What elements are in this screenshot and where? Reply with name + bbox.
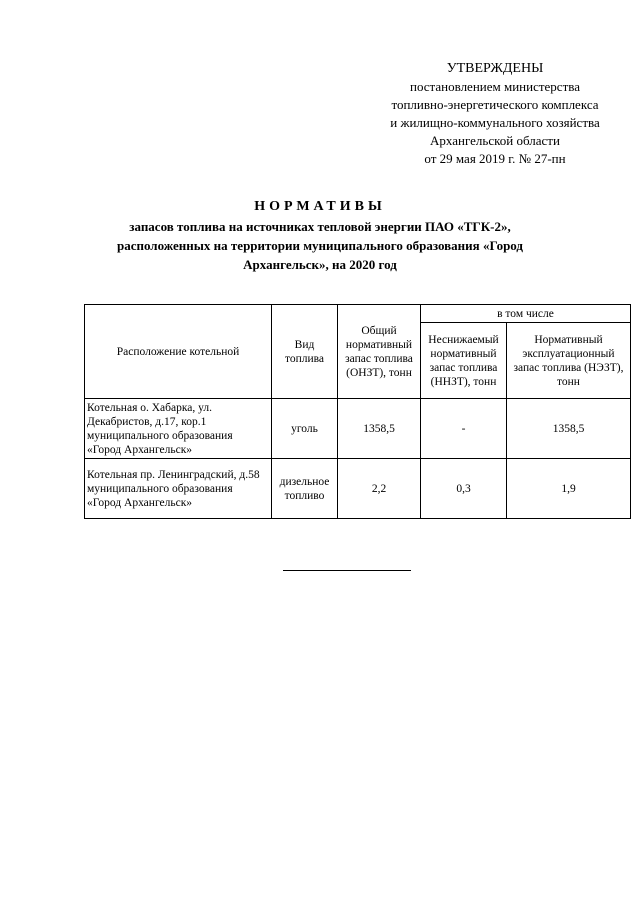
cell-total: 1358,5 bbox=[338, 399, 421, 459]
cell-total: 2,2 bbox=[338, 459, 421, 519]
document-subtitle: Архангельск», на 2020 год bbox=[243, 257, 397, 272]
cell-nezt: 1,9 bbox=[507, 459, 631, 519]
cell-nnzt: 0,3 bbox=[421, 459, 507, 519]
document-heading bbox=[70, 198, 570, 273]
header-nnzt: Неснижаемый нормативный запас топлива (ННЗТ), тонн bbox=[421, 323, 507, 399]
cell-nnzt: - bbox=[421, 399, 507, 459]
approval-date: от 29 мая 2019 г. № 27-пн bbox=[424, 151, 566, 166]
cell-fuel-type: дизельное топливо bbox=[272, 459, 338, 519]
document-title: НОРМАТИВЫ bbox=[254, 199, 386, 214]
approval-line: постановлением министерства bbox=[409, 79, 580, 94]
document-subtitle: запасов топлива на источниках тепловой энергии ПАО «ТГК-2», bbox=[129, 219, 511, 234]
header-location: Расположение котельной bbox=[85, 305, 272, 399]
cell-location: Котельная о. Хабарка, ул. Декабристов, д.17, кор.1 муниципального образования «Город Архангельск» bbox=[85, 399, 272, 459]
header-total-stock: Общий нормативный запас топлива (ОНЗТ), тонн bbox=[338, 305, 421, 399]
header-nezt: Нормативный эксплуатационный запас топлива (НЭЗТ), тонн bbox=[507, 323, 631, 399]
end-rule bbox=[283, 570, 411, 571]
cell-fuel-type: уголь bbox=[272, 399, 338, 459]
approval-line: и жилищно-коммунального хозяйства bbox=[390, 115, 600, 130]
header-including: в том числе bbox=[421, 305, 631, 323]
approval-block bbox=[360, 60, 630, 168]
cell-location: Котельная пр. Ленинградский, д.58 муниципального образования «Город Архангельск» bbox=[85, 459, 272, 519]
approval-stamp: УТВЕРЖДЕНЫ bbox=[446, 61, 544, 76]
table-row bbox=[85, 459, 631, 519]
fuel-norms-table bbox=[84, 304, 631, 519]
document-subtitle: расположенных на территории муниципального образования «Город bbox=[116, 238, 524, 253]
approval-line: Архангельской области bbox=[430, 133, 560, 148]
table-row bbox=[85, 399, 631, 459]
cell-nezt: 1358,5 bbox=[507, 399, 631, 459]
header-fuel-type: Вид топлива bbox=[272, 305, 338, 399]
approval-line: топливно-энергетического комплекса bbox=[391, 97, 599, 112]
